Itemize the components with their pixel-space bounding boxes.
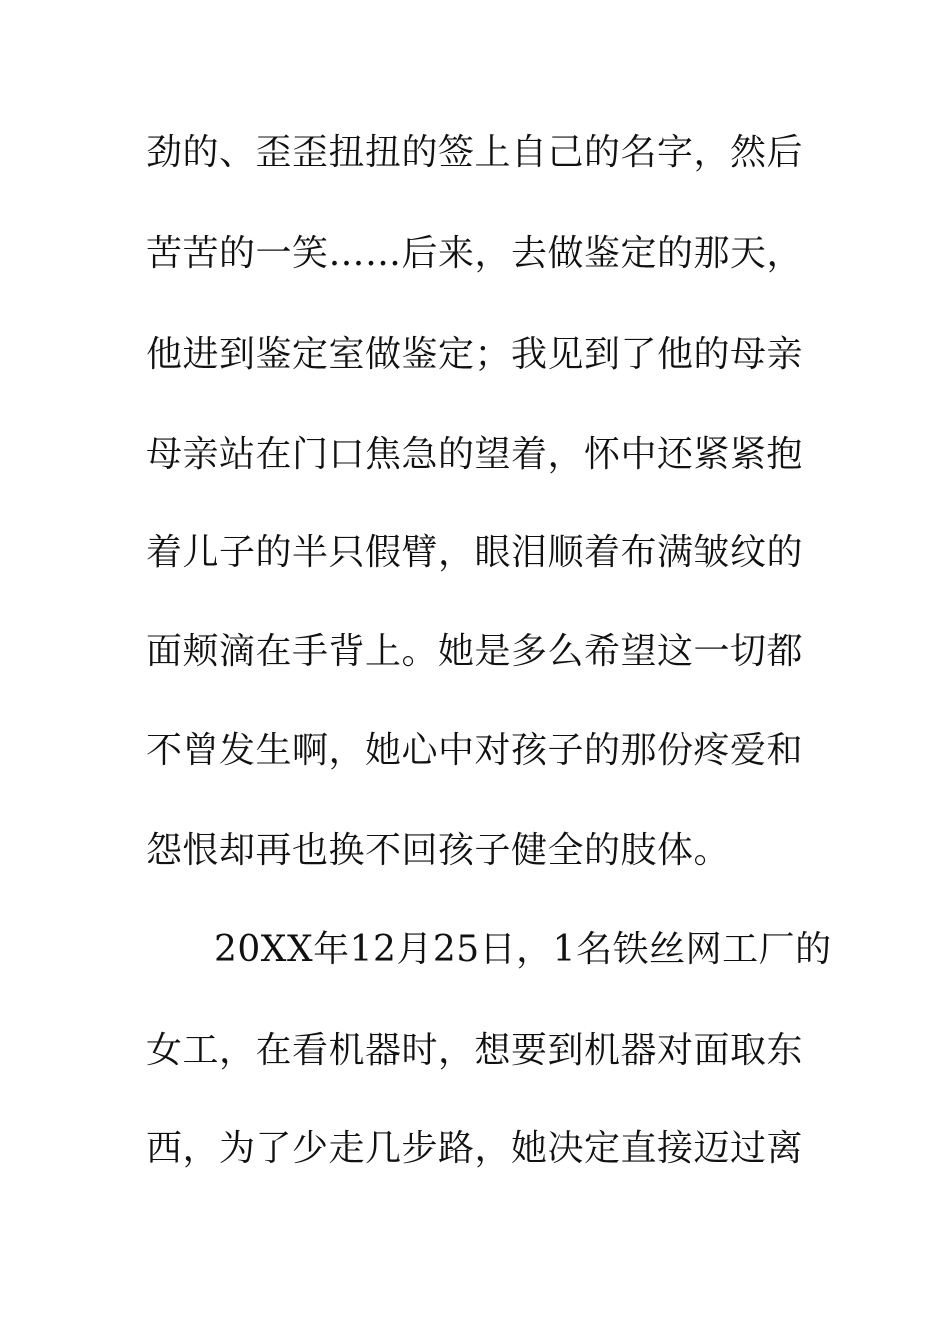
text-line: 20XX年12月25日，1名铁丝网工厂的 bbox=[214, 929, 832, 970]
text-line: 女工，在看机器时，想要到机器对面取东 bbox=[146, 1030, 804, 1071]
text-line: 他进到鉴定室做鉴定；我见到了他的母亲 bbox=[146, 334, 804, 375]
text-line: 怨恨却再也换不回孩子健全的肢体。 bbox=[146, 830, 731, 871]
text-line: 着儿子的半只假臂，眼泪顺着布满皱纹的 bbox=[146, 532, 804, 573]
text-line: 面颊滴在手背上。她是多么希望这一切都 bbox=[146, 631, 804, 672]
text-line: 母亲站在门口焦急的望着，怀中还紧紧抱 bbox=[146, 434, 804, 475]
text-line: 不曾发生啊，她心中对孩子的那份疼爱和 bbox=[146, 730, 804, 771]
text-line: 苦苦的一笑……后来，去做鉴定的那天， bbox=[146, 233, 804, 274]
text-line: 劲的、歪歪扭扭的签上自己的名字，然后 bbox=[146, 132, 804, 173]
text-line: 西，为了少走几步路，她决定直接迈过离 bbox=[146, 1128, 804, 1169]
